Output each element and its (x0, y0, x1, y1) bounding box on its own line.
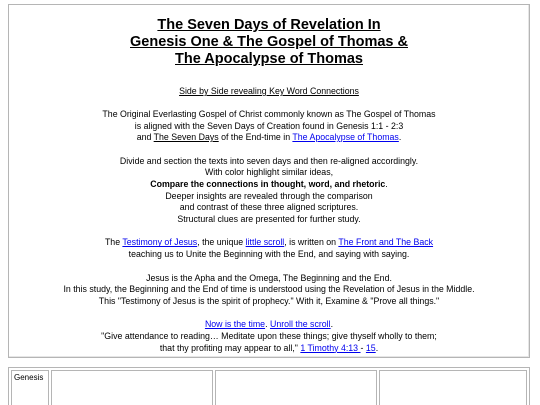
subtitle: Side by Side revealing Key Word Connections (179, 86, 359, 96)
intro-line-1: The Original Everlasting Gospel of Christ commonly known as The Gospel of Thomas (102, 109, 436, 119)
comparison-table (8, 367, 530, 405)
method-line-2: With color highlight similar ideas, (204, 167, 334, 178)
method-line-5: and contrast of these three aligned scriptures. (179, 202, 359, 213)
table-cell-4 (379, 370, 527, 405)
timothy-15-link[interactable]: 15 (365, 342, 376, 353)
testimony-line-1: The Testimony of Jesus, the unique little scroll, is written on The Front and The Back (104, 237, 434, 248)
table-cell-3 (215, 370, 377, 405)
testimony-of-jesus-link[interactable]: Testimony of Jesus (122, 237, 198, 248)
alpha-line-3: This "Testimony of Jesus is the spirit of prophecy." With it, Examine & "Prove all things." (98, 295, 440, 306)
now-is-the-time-link[interactable]: Now is the time (204, 319, 266, 330)
apocalypse-of-thomas-link[interactable]: The Apocalypse of Thomas (292, 132, 399, 143)
intro-panel (8, 4, 530, 358)
page-title (9, 17, 529, 68)
intro-line-2: is aligned with the Seven Days of Creation found in Genesis 1:1 - 2:3 (134, 120, 404, 131)
method-line-4: Deeper insights are revealed through the comparison (165, 190, 373, 201)
method-line-3: Compare the connections in thought, word, and rhetoric. (150, 178, 388, 189)
closing-line-1: Now is the time. Unroll the scroll. (204, 319, 334, 330)
unroll-the-scroll-link[interactable]: Unroll the scroll (269, 319, 331, 330)
method-line-1: Divide and section the texts into seven days and then re-aligned accordingly. (119, 155, 419, 166)
closing-paragraph (9, 319, 529, 354)
front-and-back-link[interactable]: The Front and The Back (338, 237, 434, 248)
testimony-paragraph (9, 237, 529, 260)
closing-line-2: "Give attendance to reading… Meditate upon these things; give thyself wholly to them; (101, 330, 437, 341)
intro-line-3: and The Seven Days of the End-time in The Apocalypse of Thomas. (136, 132, 402, 143)
title-line-3: The Apocalypse of Thomas (175, 51, 363, 67)
table-header-genesis (11, 370, 49, 405)
genesis-header-text: Genesis (14, 373, 44, 382)
title-line-1: The Seven Days of Revelation In (157, 17, 381, 33)
intro-paragraph (9, 109, 529, 144)
testimony-line-2: teaching us to Unite the Beginning with the End, and saying with saying. (128, 248, 410, 259)
method-paragraph (9, 156, 529, 226)
little-scroll-link[interactable]: little scroll (245, 237, 285, 248)
alpha-omega-paragraph (9, 273, 529, 308)
method-line-6: Structural clues are presented for further study. (177, 213, 361, 224)
timothy-4-13-link[interactable]: 1 Timothy 4:13 (300, 342, 361, 353)
alpha-line-1: Jesus is the Apha and the Omega, The Beginning and the End. (146, 272, 392, 283)
alpha-line-2: In this study, the Beginning and the End of time is understood using the Revelation of Jesus in the Middle. (63, 284, 475, 295)
title-line-2: Genesis One & The Gospel of Thomas & (130, 34, 408, 50)
table-cell-2 (51, 370, 213, 405)
seven-days-text: The Seven Days (153, 132, 219, 143)
closing-line-3: that thy profiting may appear to all," 1 Timothy 4:13 - 15. (159, 342, 379, 353)
